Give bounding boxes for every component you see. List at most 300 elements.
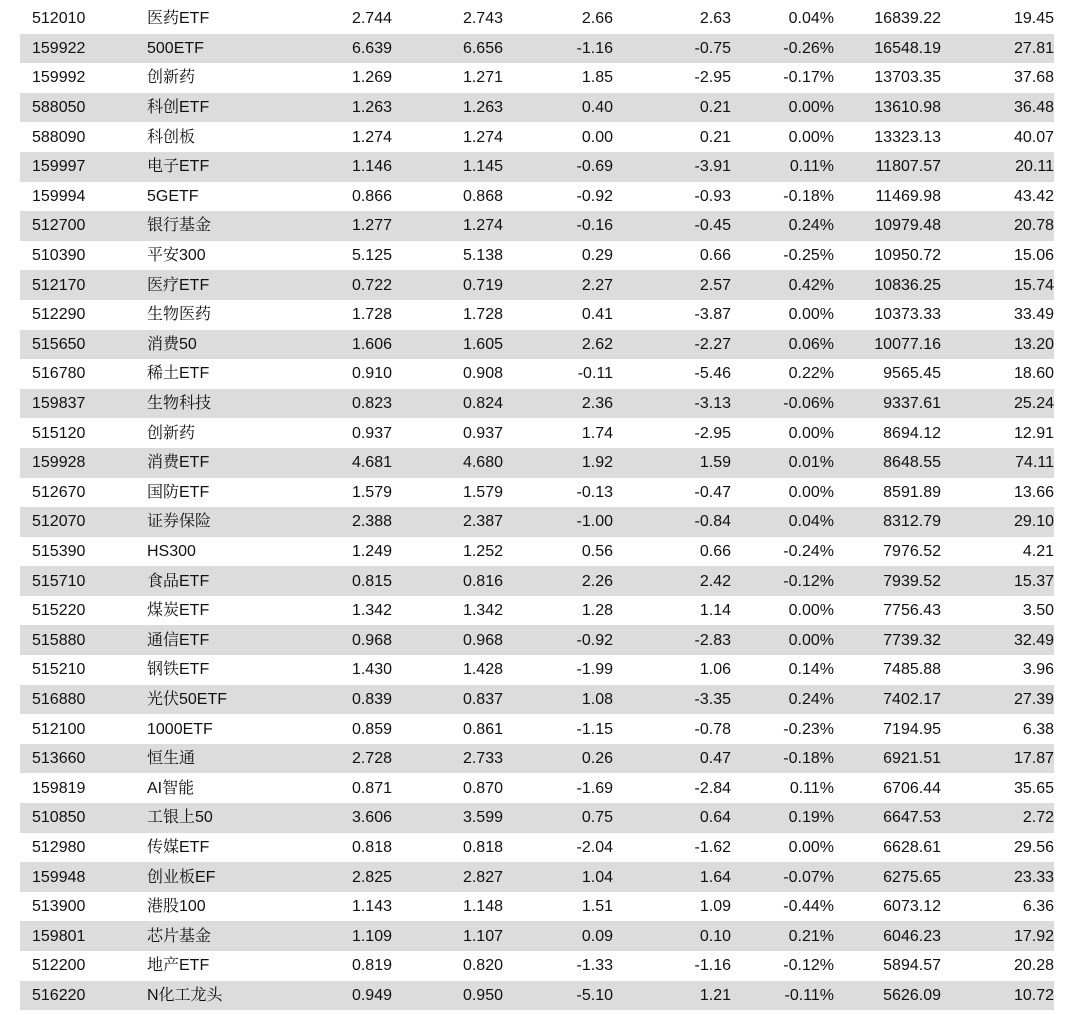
value-col-6-cell: -3.87 <box>694 306 731 324</box>
fund-name-cell: 煤炭ETF <box>147 602 210 620</box>
last-col-cell: 6.38 <box>1022 720 1054 738</box>
fund-code-cell: 512700 <box>32 217 86 235</box>
value-col-5-cell: 1.51 <box>581 898 613 916</box>
value-col-4-cell: 0.816 <box>462 572 503 590</box>
value-col-6-cell: 0.47 <box>699 750 731 768</box>
value-col-5-cell: -1.16 <box>576 39 613 57</box>
amount-col-cell: 8591.89 <box>883 483 941 501</box>
fund-name-cell: 生物医药 <box>147 306 212 324</box>
value-col-5-cell: -0.92 <box>576 187 613 205</box>
last-col-cell: 25.24 <box>1013 395 1054 413</box>
value-col-3-cell: 6.639 <box>351 39 392 57</box>
last-col-cell: 23.33 <box>1013 868 1054 886</box>
value-col-5-cell: 1.28 <box>581 602 613 620</box>
value-col-4-cell: 1.271 <box>462 69 503 87</box>
value-col-5-cell: 2.27 <box>581 276 613 294</box>
table-row <box>20 152 1054 182</box>
value-col-4-cell: 1.148 <box>462 898 503 916</box>
fund-code-cell: 516880 <box>32 690 86 708</box>
value-col-6-cell: -2.27 <box>694 335 731 353</box>
value-col-5-cell: 0.75 <box>581 809 613 827</box>
table-row <box>20 773 1054 803</box>
last-col-cell: 43.42 <box>1013 187 1054 205</box>
table-row <box>20 241 1054 271</box>
value-col-4-cell: 0.968 <box>462 631 503 649</box>
fund-name-cell: 平安300 <box>147 247 206 265</box>
value-col-6-cell: 0.66 <box>699 247 731 265</box>
value-col-5-cell: 2.62 <box>581 335 613 353</box>
value-col-3-cell: 4.681 <box>351 454 392 472</box>
value-col-6-cell: -2.95 <box>694 69 731 87</box>
value-col-6-cell: -2.95 <box>694 424 731 442</box>
table-row <box>20 951 1054 981</box>
value-col-6-cell: -0.78 <box>694 720 731 738</box>
table-row <box>20 744 1054 774</box>
table-row <box>20 921 1054 951</box>
value-col-3-cell: 0.819 <box>351 957 392 975</box>
percent-col-cell: -0.17% <box>783 69 834 87</box>
fund-name-cell: 科创ETF <box>147 99 210 117</box>
value-col-5-cell: -0.16 <box>576 217 613 235</box>
table-row <box>20 655 1054 685</box>
fund-code-cell: 159922 <box>32 39 86 57</box>
percent-col-cell: -0.11% <box>784 986 834 1004</box>
amount-col-cell: 5894.57 <box>883 957 941 975</box>
amount-col-cell: 6073.12 <box>883 898 941 916</box>
fund-code-cell: 159994 <box>32 187 86 205</box>
etf-data-table <box>20 4 1054 1010</box>
value-col-5-cell: -1.15 <box>576 720 613 738</box>
value-col-3-cell: 0.859 <box>351 720 392 738</box>
fund-code-cell: 159992 <box>32 69 86 87</box>
fund-code-cell: 512010 <box>32 10 86 28</box>
percent-col-cell: 0.00% <box>788 424 834 442</box>
value-col-4-cell: 0.950 <box>462 986 503 1004</box>
percent-col-cell: -0.12% <box>783 572 834 590</box>
fund-name-cell: 港股100 <box>147 898 206 916</box>
value-col-5-cell: -0.92 <box>576 631 613 649</box>
amount-col-cell: 6275.65 <box>883 868 941 886</box>
fund-name-cell: 5GETF <box>147 187 199 205</box>
table-row <box>20 4 1054 34</box>
value-col-6-cell: 2.57 <box>699 276 731 294</box>
value-col-6-cell: 0.64 <box>699 809 731 827</box>
amount-col-cell: 7485.88 <box>883 661 941 679</box>
value-col-3-cell: 1.277 <box>351 217 392 235</box>
percent-col-cell: 0.24% <box>788 690 834 708</box>
amount-col-cell: 6921.51 <box>883 750 941 768</box>
value-col-5-cell: 1.04 <box>581 868 613 886</box>
value-col-4-cell: 0.818 <box>462 838 503 856</box>
percent-col-cell: -0.26% <box>783 39 834 57</box>
value-col-4-cell: 0.870 <box>462 779 503 797</box>
value-col-4-cell: 0.868 <box>462 187 503 205</box>
table-row <box>20 892 1054 922</box>
value-col-4-cell: 1.145 <box>462 158 503 176</box>
value-col-4-cell: 1.579 <box>462 483 503 501</box>
fund-name-cell: 生物科技 <box>147 395 212 413</box>
fund-code-cell: 512980 <box>32 838 86 856</box>
last-col-cell: 3.50 <box>1022 602 1054 620</box>
value-col-4-cell: 1.263 <box>462 99 503 117</box>
fund-code-cell: 588050 <box>32 99 86 117</box>
value-col-3-cell: 1.269 <box>351 69 392 87</box>
fund-name-cell: HS300 <box>147 542 196 560</box>
value-col-3-cell: 1.109 <box>351 927 392 945</box>
amount-col-cell: 10373.33 <box>874 306 941 324</box>
value-col-3-cell: 1.342 <box>351 602 392 620</box>
percent-col-cell: 0.19% <box>788 809 834 827</box>
value-col-6-cell: -2.84 <box>694 779 731 797</box>
value-col-3-cell: 2.728 <box>351 750 392 768</box>
percent-col-cell: -0.06% <box>783 395 834 413</box>
value-col-4-cell: 0.837 <box>462 690 503 708</box>
table-row <box>20 63 1054 93</box>
value-col-4-cell: 1.428 <box>462 661 503 679</box>
percent-col-cell: 0.00% <box>788 838 834 856</box>
value-col-6-cell: -0.93 <box>694 187 731 205</box>
fund-name-cell: 钢铁ETF <box>147 661 210 679</box>
percent-col-cell: 0.42% <box>788 276 834 294</box>
value-col-5-cell: 2.36 <box>581 395 613 413</box>
percent-col-cell: 0.00% <box>788 631 834 649</box>
amount-col-cell: 13323.13 <box>874 128 941 146</box>
value-col-5-cell: 0.56 <box>581 542 613 560</box>
percent-col-cell: -0.44% <box>783 898 834 916</box>
value-col-3-cell: 1.274 <box>351 128 392 146</box>
percent-col-cell: -0.12% <box>783 957 834 975</box>
amount-col-cell: 16839.22 <box>874 10 941 28</box>
value-col-3-cell: 2.388 <box>351 513 392 531</box>
value-col-5-cell: 0.26 <box>581 750 613 768</box>
percent-col-cell: -0.07% <box>783 868 834 886</box>
table-row <box>20 270 1054 300</box>
fund-name-cell: 创业板EF <box>147 868 216 886</box>
table-row <box>20 122 1054 152</box>
fund-code-cell: 515710 <box>32 572 86 590</box>
percent-col-cell: -0.18% <box>783 187 834 205</box>
table-row <box>20 389 1054 419</box>
last-col-cell: 18.60 <box>1013 365 1054 383</box>
amount-col-cell: 11469.98 <box>875 187 941 205</box>
value-col-6-cell: 1.64 <box>699 868 731 886</box>
fund-code-cell: 512290 <box>32 306 86 324</box>
value-col-6-cell: 1.06 <box>699 661 731 679</box>
value-col-5-cell: 1.85 <box>581 69 613 87</box>
amount-col-cell: 7194.95 <box>883 720 941 738</box>
fund-name-cell: 工银上50 <box>147 809 213 827</box>
fund-code-cell: 515210 <box>32 661 86 679</box>
fund-name-cell: 恒生通 <box>147 750 196 768</box>
fund-name-cell: AI智能 <box>147 779 195 797</box>
fund-name-cell: N化工龙头 <box>147 986 223 1004</box>
value-col-6-cell: -3.91 <box>694 158 731 176</box>
fund-name-cell: 创新药 <box>147 69 196 87</box>
fund-code-cell: 512200 <box>32 957 86 975</box>
last-col-cell: 6.36 <box>1022 898 1054 916</box>
value-col-3-cell: 1.146 <box>351 158 392 176</box>
last-col-cell: 3.96 <box>1022 661 1054 679</box>
table-row <box>20 478 1054 508</box>
value-col-4-cell: 2.743 <box>462 10 503 28</box>
last-col-cell: 35.65 <box>1013 779 1054 797</box>
table-row <box>20 685 1054 715</box>
fund-code-cell: 512070 <box>32 513 86 531</box>
table-row <box>20 981 1054 1011</box>
table-row <box>20 300 1054 330</box>
fund-name-cell: 科创板 <box>147 128 196 146</box>
percent-col-cell: 0.04% <box>788 10 834 28</box>
table-row <box>20 448 1054 478</box>
percent-col-cell: 0.11% <box>789 779 834 797</box>
amount-col-cell: 10979.48 <box>874 217 941 235</box>
value-col-5-cell: -0.11 <box>577 365 613 383</box>
percent-col-cell: 0.01% <box>788 454 834 472</box>
fund-name-cell: 消费50 <box>147 335 197 353</box>
value-col-4-cell: 4.680 <box>462 454 503 472</box>
value-col-5-cell: -1.69 <box>576 779 613 797</box>
value-col-4-cell: 1.342 <box>462 602 503 620</box>
value-col-3-cell: 0.949 <box>351 986 392 1004</box>
fund-name-cell: 医药ETF <box>147 10 210 28</box>
fund-code-cell: 516220 <box>32 986 86 1004</box>
value-col-6-cell: -0.47 <box>694 483 731 501</box>
percent-col-cell: 0.11% <box>789 158 834 176</box>
value-col-6-cell: 1.09 <box>699 898 731 916</box>
last-col-cell: 37.68 <box>1013 69 1054 87</box>
amount-col-cell: 8694.12 <box>883 424 941 442</box>
value-col-4-cell: 0.861 <box>462 720 503 738</box>
percent-col-cell: 0.22% <box>788 365 834 383</box>
amount-col-cell: 8648.55 <box>883 454 941 472</box>
fund-code-cell: 513660 <box>32 750 86 768</box>
value-col-3-cell: 0.968 <box>351 631 392 649</box>
percent-col-cell: -0.23% <box>783 720 834 738</box>
value-col-5-cell: -0.13 <box>576 483 613 501</box>
value-col-6-cell: 0.21 <box>699 99 731 117</box>
amount-col-cell: 7939.52 <box>883 572 941 590</box>
last-col-cell: 40.07 <box>1013 128 1054 146</box>
amount-col-cell: 7976.52 <box>883 542 941 560</box>
last-col-cell: 17.87 <box>1013 750 1054 768</box>
fund-code-cell: 516780 <box>32 365 86 383</box>
fund-name-cell: 通信ETF <box>147 631 210 649</box>
value-col-4-cell: 1.728 <box>462 306 503 324</box>
value-col-6-cell: -1.62 <box>694 838 731 856</box>
fund-code-cell: 515880 <box>32 631 86 649</box>
value-col-5-cell: 0.09 <box>581 927 613 945</box>
percent-col-cell: 0.00% <box>788 128 834 146</box>
value-col-5-cell: -5.10 <box>576 986 613 1004</box>
value-col-5-cell: -1.33 <box>576 957 613 975</box>
percent-col-cell: 0.00% <box>788 602 834 620</box>
value-col-6-cell: 2.42 <box>699 572 731 590</box>
fund-name-cell: 银行基金 <box>147 217 212 235</box>
value-col-6-cell: -3.13 <box>694 395 731 413</box>
amount-col-cell: 6046.23 <box>883 927 941 945</box>
amount-col-cell: 10950.72 <box>874 247 941 265</box>
fund-name-cell: 1000ETF <box>147 720 213 738</box>
table-row <box>20 93 1054 123</box>
value-col-4-cell: 0.937 <box>462 424 503 442</box>
value-col-6-cell: 0.66 <box>699 542 731 560</box>
value-col-3-cell: 1.143 <box>351 898 392 916</box>
fund-name-cell: 传媒ETF <box>147 838 210 856</box>
fund-code-cell: 515390 <box>32 542 86 560</box>
amount-col-cell: 6628.61 <box>883 838 941 856</box>
table-row <box>20 862 1054 892</box>
fund-code-cell: 515650 <box>32 335 86 353</box>
value-col-5-cell: 2.26 <box>581 572 613 590</box>
value-col-3-cell: 1.579 <box>351 483 392 501</box>
value-col-4-cell: 5.138 <box>462 247 503 265</box>
value-col-3-cell: 0.871 <box>351 779 392 797</box>
value-col-4-cell: 3.599 <box>462 809 503 827</box>
value-col-5-cell: 1.74 <box>581 424 613 442</box>
value-col-5-cell: -1.99 <box>576 661 613 679</box>
last-col-cell: 2.72 <box>1022 809 1054 827</box>
value-col-6-cell: -0.45 <box>694 217 731 235</box>
amount-col-cell: 13610.98 <box>874 99 941 117</box>
value-col-5-cell: 0.00 <box>581 128 613 146</box>
last-col-cell: 17.92 <box>1013 927 1054 945</box>
value-col-3-cell: 3.606 <box>351 809 392 827</box>
value-col-6-cell: -1.16 <box>694 957 731 975</box>
last-col-cell: 20.11 <box>1015 158 1054 176</box>
value-col-4-cell: 2.827 <box>462 868 503 886</box>
percent-col-cell: 0.04% <box>788 513 834 531</box>
amount-col-cell: 13703.35 <box>874 69 941 87</box>
value-col-4-cell: 0.820 <box>462 957 503 975</box>
amount-col-cell: 7756.43 <box>883 602 941 620</box>
value-col-4-cell: 1.274 <box>462 217 503 235</box>
value-col-3-cell: 1.430 <box>351 661 392 679</box>
last-col-cell: 15.37 <box>1013 572 1054 590</box>
table-row <box>20 537 1054 567</box>
amount-col-cell: 7739.32 <box>883 631 941 649</box>
fund-code-cell: 159819 <box>32 779 86 797</box>
fund-name-cell: 食品ETF <box>147 572 210 590</box>
value-col-3-cell: 1.249 <box>351 542 392 560</box>
value-col-3-cell: 0.866 <box>351 187 392 205</box>
value-col-3-cell: 0.839 <box>351 690 392 708</box>
last-col-cell: 29.56 <box>1013 838 1054 856</box>
value-col-6-cell: 1.59 <box>699 454 731 472</box>
fund-code-cell: 515120 <box>32 424 86 442</box>
fund-code-cell: 159997 <box>32 158 86 176</box>
value-col-4-cell: 1.274 <box>462 128 503 146</box>
last-col-cell: 27.81 <box>1013 39 1054 57</box>
last-col-cell: 20.28 <box>1013 957 1054 975</box>
last-col-cell: 36.48 <box>1013 99 1054 117</box>
fund-code-cell: 159928 <box>32 454 86 472</box>
fund-name-cell: 芯片基金 <box>147 927 212 945</box>
fund-code-cell: 159948 <box>32 868 86 886</box>
value-col-3-cell: 0.815 <box>351 572 392 590</box>
value-col-5-cell: -0.69 <box>576 158 613 176</box>
table-row <box>20 330 1054 360</box>
fund-code-cell: 510850 <box>32 809 86 827</box>
table-row <box>20 359 1054 389</box>
amount-col-cell: 5626.09 <box>883 986 941 1004</box>
value-col-6-cell: 1.14 <box>699 602 731 620</box>
value-col-3-cell: 1.728 <box>351 306 392 324</box>
value-col-5-cell: -1.00 <box>576 513 613 531</box>
last-col-cell: 13.20 <box>1013 335 1054 353</box>
percent-col-cell: 0.21% <box>788 927 834 945</box>
value-col-4-cell: 6.656 <box>462 39 503 57</box>
last-col-cell: 4.21 <box>1022 542 1054 560</box>
value-col-6-cell: -0.84 <box>694 513 731 531</box>
fund-name-cell: 创新药 <box>147 424 196 442</box>
percent-col-cell: 0.24% <box>788 217 834 235</box>
amount-col-cell: 7402.17 <box>883 690 941 708</box>
last-col-cell: 29.10 <box>1013 513 1054 531</box>
table-row <box>20 833 1054 863</box>
percent-col-cell: -0.25% <box>783 247 834 265</box>
value-col-6-cell: 2.63 <box>699 10 731 28</box>
fund-code-cell: 512670 <box>32 483 86 501</box>
fund-code-cell: 513900 <box>32 898 86 916</box>
value-col-6-cell: -5.46 <box>694 365 731 383</box>
table-row <box>20 418 1054 448</box>
value-col-3-cell: 2.744 <box>351 10 392 28</box>
value-col-3-cell: 1.263 <box>351 99 392 117</box>
value-col-3-cell: 0.910 <box>351 365 392 383</box>
amount-col-cell: 6647.53 <box>883 809 941 827</box>
fund-code-cell: 159837 <box>32 395 86 413</box>
fund-code-cell: 510390 <box>32 247 86 265</box>
value-col-4-cell: 1.605 <box>462 335 503 353</box>
value-col-5-cell: 0.29 <box>581 247 613 265</box>
last-col-cell: 33.49 <box>1013 306 1054 324</box>
last-col-cell: 10.72 <box>1013 986 1054 1004</box>
last-col-cell: 20.78 <box>1013 217 1054 235</box>
value-col-4-cell: 1.252 <box>462 542 503 560</box>
value-col-6-cell: -0.75 <box>694 39 731 57</box>
last-col-cell: 13.66 <box>1013 483 1054 501</box>
amount-col-cell: 8312.79 <box>883 513 941 531</box>
value-col-5-cell: 0.41 <box>581 306 613 324</box>
fund-name-cell: 500ETF <box>147 39 204 57</box>
last-col-cell: 15.74 <box>1013 276 1054 294</box>
value-col-4-cell: 2.387 <box>462 513 503 531</box>
fund-name-cell: 医疗ETF <box>147 276 210 294</box>
value-col-6-cell: -3.35 <box>694 690 731 708</box>
fund-name-cell: 国防ETF <box>147 483 210 501</box>
value-col-3-cell: 5.125 <box>351 247 392 265</box>
fund-code-cell: 515220 <box>32 602 86 620</box>
last-col-cell: 15.06 <box>1013 247 1054 265</box>
fund-code-cell: 512170 <box>32 276 86 294</box>
fund-name-cell: 稀土ETF <box>147 365 210 383</box>
value-col-5-cell: -2.04 <box>576 838 613 856</box>
value-col-3-cell: 0.722 <box>351 276 392 294</box>
percent-col-cell: 0.06% <box>788 335 834 353</box>
last-col-cell: 19.45 <box>1013 10 1054 28</box>
last-col-cell: 32.49 <box>1013 631 1054 649</box>
percent-col-cell: -0.24% <box>783 542 834 560</box>
table-row <box>20 714 1054 744</box>
fund-name-cell: 电子ETF <box>147 158 210 176</box>
value-col-6-cell: -2.83 <box>694 631 731 649</box>
table-row <box>20 182 1054 212</box>
value-col-5-cell: 0.40 <box>581 99 613 117</box>
last-col-cell: 74.11 <box>1015 454 1054 472</box>
amount-col-cell: 10836.25 <box>874 276 941 294</box>
value-col-6-cell: 0.21 <box>699 128 731 146</box>
fund-code-cell: 512100 <box>32 720 86 738</box>
